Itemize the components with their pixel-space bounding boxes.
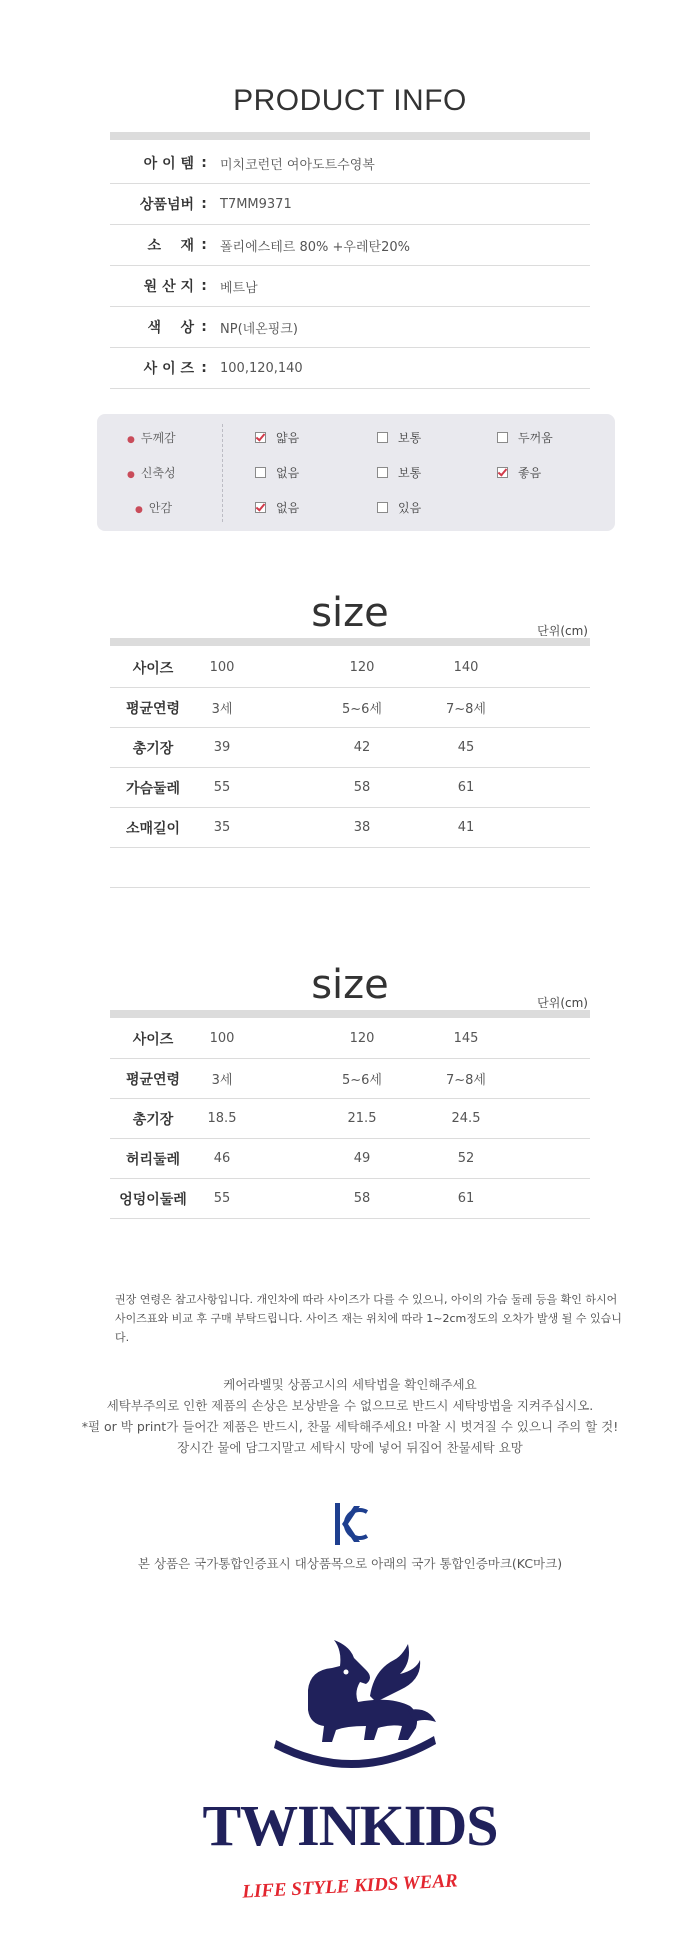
table-row: [110, 648, 590, 688]
feature-option[interactable]: [377, 464, 421, 481]
row-value: 미치코런던 여아도트수영복: [220, 157, 375, 173]
divider-bar: [110, 638, 590, 646]
divider-bar: [110, 1010, 590, 1018]
row-label: 평균연령: [125, 1071, 181, 1088]
row-label: 총기장: [132, 1111, 174, 1128]
size-table: [110, 648, 590, 888]
size-table: [110, 1019, 590, 1219]
cell: 46: [213, 1151, 231, 1166]
feature-label-text: 신축성: [140, 466, 176, 480]
care-line: *펄 or 박 print가 들어간 제품은 반드시, 찬물 세탁해주세요! 마찰 시 벗겨질 수 있으니 주의 할 것!: [81, 1419, 619, 1434]
cell: 35: [213, 820, 231, 835]
row-label: 총기장: [132, 740, 174, 757]
feature-label: [127, 429, 217, 446]
table-row-empty: [110, 848, 590, 888]
kc-mark-icon: [334, 1502, 368, 1546]
cell: 140: [453, 660, 479, 675]
cell: 45: [457, 740, 475, 755]
table-row: [110, 1139, 590, 1179]
feature-option[interactable]: [497, 464, 541, 481]
row-value: NP(네온핑크): [220, 321, 298, 337]
note-line: 사이즈표와 비교 후 구매 부탁드립니다. 사이즈 재는 위치에 따라 1~2cm정도의 오차가 발생 될 수 있습니다.: [115, 1312, 622, 1344]
feature-option[interactable]: [255, 464, 299, 481]
colon: :: [201, 155, 207, 171]
cell: 24.5: [451, 1111, 481, 1126]
cell: 61: [457, 1191, 475, 1206]
row-label: 사이즈: [132, 660, 174, 677]
checkbox-icon[interactable]: [255, 467, 266, 478]
cell: 41: [457, 820, 475, 835]
cell: 3세: [211, 702, 233, 717]
colon: :: [201, 278, 207, 294]
table-row: [110, 1019, 590, 1059]
cell: 100: [209, 660, 235, 675]
care-line: 케어라벨및 상품고시의 세탁법을 확인해주세요: [223, 1377, 477, 1392]
table-row: [110, 307, 590, 348]
colon: :: [201, 360, 207, 376]
feature-panel: [97, 414, 615, 531]
checkbox-icon[interactable]: [377, 432, 388, 443]
cell: 3세: [211, 1073, 233, 1088]
feature-option[interactable]: [255, 429, 299, 446]
colon: :: [201, 196, 207, 212]
table-row: [110, 143, 590, 184]
winged-rocking-horse-icon: [270, 1640, 440, 1780]
feature-label-text: 두께감: [140, 431, 176, 445]
table-row: [110, 266, 590, 307]
feature-option[interactable]: [497, 429, 553, 446]
feature-option[interactable]: [377, 429, 421, 446]
row-label: 아 이 템: [143, 156, 194, 172]
feature-label-text: 안감: [148, 501, 173, 515]
table-row: [110, 1179, 590, 1219]
unit-label: 단위(cm): [537, 996, 588, 1010]
product-info-table: [110, 143, 590, 389]
cell: 39: [213, 740, 231, 755]
cell: 5~6세: [342, 1073, 382, 1088]
checkbox-icon[interactable]: [377, 502, 388, 513]
feature-option[interactable]: [377, 499, 421, 516]
checkbox-icon[interactable]: [377, 467, 388, 478]
row-value: T7MM9371: [220, 196, 292, 212]
option-label: 없음: [276, 466, 300, 480]
feature-row-lining: [97, 499, 615, 523]
cell: 120: [349, 1031, 375, 1046]
table-row: [110, 1099, 590, 1139]
row-label: 엉덩이둘레: [119, 1191, 187, 1208]
table-row: [110, 348, 590, 389]
feature-row-elasticity: [97, 464, 615, 488]
row-label: 원 산 지: [143, 279, 194, 295]
row-label: 허리둘레: [125, 1151, 181, 1168]
row-label: 사이즈: [132, 1031, 174, 1048]
table-row: [110, 728, 590, 768]
cell: 5~6세: [342, 702, 382, 717]
unit-label: 단위(cm): [537, 624, 588, 638]
checkbox-checked-icon[interactable]: [497, 467, 508, 478]
cell: 52: [457, 1151, 475, 1166]
checkbox-checked-icon[interactable]: [255, 502, 266, 513]
row-label: 평균연령: [125, 700, 181, 717]
cell: 42: [353, 740, 371, 755]
table-row: [110, 808, 590, 848]
row-label: 사 이 즈: [143, 361, 194, 377]
cell: 21.5: [347, 1111, 377, 1126]
kc-caption: 본 상품은 국가통합인증표시 대상품목으로 아래의 국가 통합인증마크(KC마크): [137, 1556, 563, 1571]
size-title: size: [311, 590, 389, 636]
cell: 49: [353, 1151, 371, 1166]
checkbox-checked-icon[interactable]: [255, 432, 266, 443]
cell: 18.5: [207, 1111, 237, 1126]
cell: 38: [353, 820, 371, 835]
cell: 7~8세: [446, 1073, 486, 1088]
table-row: [110, 688, 590, 728]
cell: 55: [213, 780, 231, 795]
feature-label: [127, 464, 217, 481]
brand-tagline: LIFE STYLE KIDS WEAR: [241, 1870, 459, 1903]
row-label: 소매길이: [125, 820, 181, 837]
cell: 7~8세: [446, 702, 486, 717]
cell: 61: [457, 780, 475, 795]
cell: 58: [353, 1191, 371, 1206]
bullet-icon: ●: [127, 435, 135, 445]
size-title: size: [311, 962, 389, 1008]
bullet-icon: ●: [127, 470, 135, 480]
option-label: 좋음: [518, 466, 542, 480]
cell: 100: [209, 1031, 235, 1046]
cell: 120: [349, 660, 375, 675]
brand-name: TWINKIDS: [202, 1793, 498, 1858]
feature-label: [135, 499, 225, 516]
divider-bar: [110, 132, 590, 140]
row-label: 색 상: [147, 320, 194, 336]
cell: 55: [213, 1191, 231, 1206]
cell: 58: [353, 780, 371, 795]
row-label: 가슴둘레: [125, 780, 181, 797]
product-info-title: PRODUCT INFO: [233, 84, 467, 117]
row-value: 100,120,140: [220, 360, 303, 376]
size-notes: [115, 1290, 635, 1347]
option-label: 얇음: [276, 431, 300, 445]
cell: 145: [453, 1031, 479, 1046]
option-label: 보통: [398, 431, 422, 445]
note-line: 권장 연령은 참고사항입니다. 개인차에 따라 사이즈가 다를 수 있으니, 아이의 가슴 둘레 등을 확인 하시어: [115, 1293, 618, 1306]
bullet-icon: ●: [135, 505, 143, 515]
table-row: [110, 184, 590, 225]
care-line: 세탁부주의로 인한 제품의 손상은 보상받을 수 없으므로 반드시 세탁방법을 지켜주십시오.: [106, 1398, 594, 1413]
row-value: 베트남: [220, 280, 258, 296]
option-label: 있음: [398, 501, 422, 515]
care-line: 장시간 물에 담그지말고 세탁시 망에 넣어 뒤집어 찬물세탁 요망: [177, 1440, 523, 1455]
option-label: 없음: [276, 501, 300, 515]
feature-row-thickness: [97, 429, 615, 453]
option-label: 보통: [398, 466, 422, 480]
table-row: [110, 225, 590, 266]
row-label: 소 재: [147, 238, 194, 254]
colon: :: [201, 319, 207, 335]
row-label: 상품넘버: [139, 197, 194, 213]
table-row: [110, 768, 590, 808]
table-row: [110, 1059, 590, 1099]
option-label: 두꺼움: [518, 431, 553, 445]
colon: :: [201, 237, 207, 253]
checkbox-icon[interactable]: [497, 432, 508, 443]
row-value: 폴리에스테르 80% +우레탄20%: [220, 239, 410, 255]
care-instructions: [0, 1374, 700, 1458]
feature-option[interactable]: [255, 499, 299, 516]
